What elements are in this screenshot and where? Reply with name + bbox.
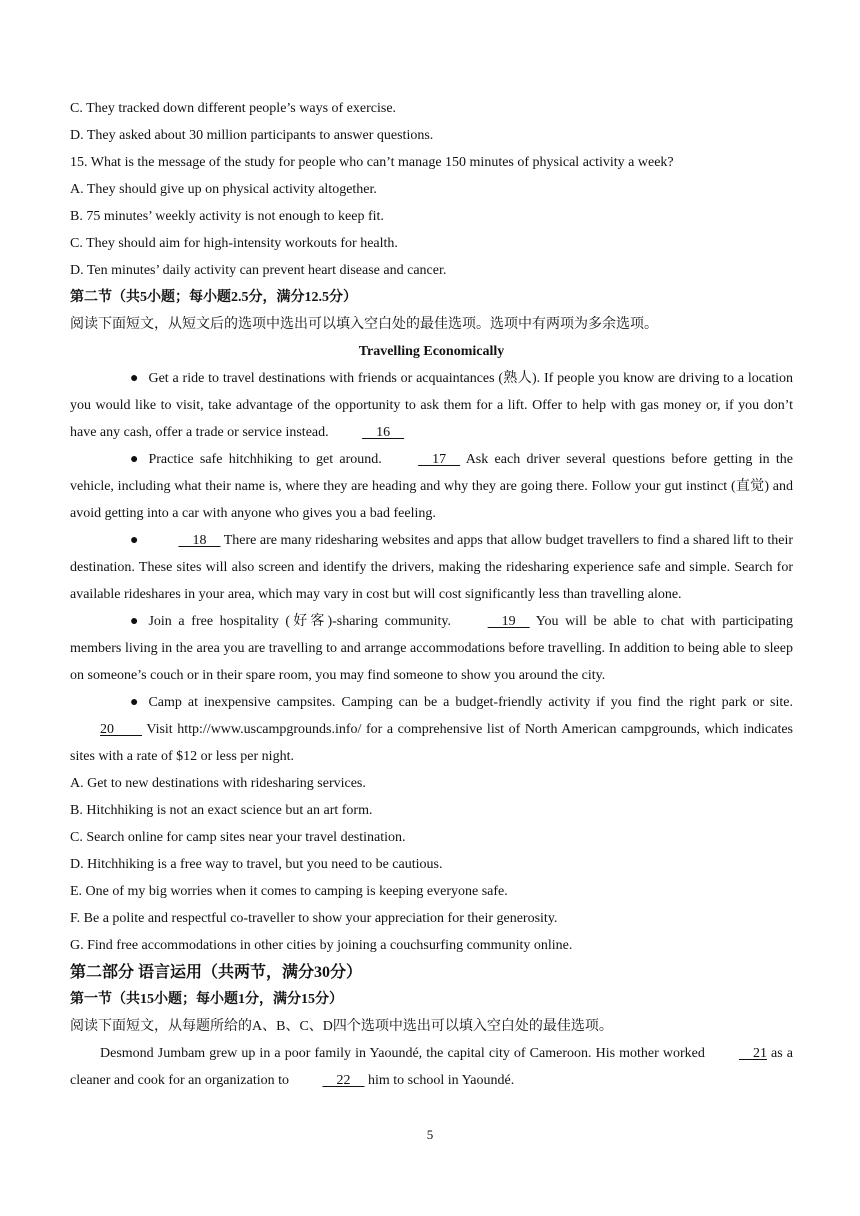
option-e: E. One of my big worries when it comes to camping is keeping everyone safe.	[70, 884, 508, 899]
blank-17[interactable]: 17	[418, 452, 461, 467]
q15-option-d: D. Ten minutes’ daily activity can prevent heart disease and cancer.	[70, 263, 447, 278]
paragraph-text: as a cleaner and cook for an organization to	[70, 1046, 794, 1088]
blank-19[interactable]: 19	[487, 614, 530, 629]
passage-paragraph-2	[70, 446, 793, 527]
paragraph-text: Visit http://www.uscampgrounds.info/ for a comprehensive list of North American campgrounds, which indicates sites with a rate of $12 or less per night.	[70, 722, 794, 764]
page-number: 5	[426, 1127, 434, 1142]
q15-option-b: B. 75 minutes’ weekly activity is not enough to keep fit.	[70, 209, 384, 224]
q15-question: 15. What is the message of the study for people who can’t manage 150 minutes of physical activity a week?	[70, 155, 674, 170]
option-a: A. Get to new destinations with ridesharing services.	[70, 776, 366, 791]
cloze-paragraph	[70, 1040, 793, 1094]
bullet-icon: ●	[130, 452, 139, 467]
paragraph-text: Get a ride to travel destinations with friends or acquaintances (熟人). If people you know are driving to a location you would like to visit, take advantage of the opportunity to ask them for a lift. Offer to help with gas money or, if you don’t have any cash, offer a trade or service instead.	[70, 371, 793, 440]
paragraph-text: Join a free hospitality (好客)-sharing community.	[148, 614, 451, 629]
paragraph-text: him to school in Yaoundé.	[367, 1073, 515, 1088]
option-g: G. Find free accommodations in other cities by joining a couchsurfing community online.	[70, 938, 573, 953]
blank-18[interactable]: 18	[178, 533, 221, 548]
paragraph-text: Desmond Jumbam grew up in a poor family in Yaoundé, the capital city of Cameroon. His mother worked	[100, 1046, 705, 1061]
blank-20[interactable]: 20	[100, 722, 142, 737]
q15-option-a: A. They should give up on physical activity altogether.	[70, 182, 377, 197]
paragraph-text: Practice safe hitchhiking to get around.	[148, 452, 382, 467]
paragraph-text: You will be able to chat with participating members living in the area you are travelling to and arrange accommodations before travelling. In addition to being able to sleep on someone’s couch or in their spare room, you may find someone to show you around the city.	[70, 614, 794, 683]
option-d: D. Hitchhiking is a free way to travel, but you need to be cautious.	[70, 857, 443, 872]
passage-title: Travelling Economically	[358, 344, 505, 359]
passage-paragraph-1	[70, 365, 793, 446]
part-2-instruction: 阅读下面短文，从每题所给的A、B、C、D四个选项中选出可以填入空白处的最佳选项。	[70, 1019, 613, 1034]
passage-paragraph-5	[70, 689, 793, 770]
part-2-section-1-heading: 第一节（共15小题；每小题1分，满分15分）	[70, 992, 343, 1007]
q14-option-c: C. They tracked down different people’s ways of exercise.	[70, 101, 397, 116]
q15-option-c: C. They should aim for high-intensity workouts for health.	[70, 236, 398, 251]
passage-paragraph-4	[70, 608, 793, 689]
bullet-icon: ●	[130, 614, 139, 629]
blank-16[interactable]: 16	[362, 425, 405, 440]
paragraph-text: There are many ridesharing websites and apps that allow budget travellers to find a shared lift to their destination. These sites will also screen and identify the drivers, making the ridesharing experience safe and simple. Search for available rideshares in your area, which may vary in cost but will cost significantly less than travelling alone.	[70, 533, 793, 602]
option-f: F. Be a polite and respectful co-traveller to show your appreciation for their generosity.	[70, 911, 558, 926]
part-2-heading: 第二部分 语言运用（共两节，满分30分）	[70, 964, 363, 981]
bullet-icon: ●	[130, 695, 139, 710]
option-b: B. Hitchhiking is not an exact science but an art form.	[70, 803, 373, 818]
q14-option-d: D. They asked about 30 million participants to answer questions.	[70, 128, 434, 143]
bullet-icon: ●	[130, 533, 139, 548]
section-2-instruction: 阅读下面短文，从短文后的选项中选出可以填入空白处的最佳选项。选项中有两项为多余选项。	[70, 317, 658, 332]
option-c: C. Search online for camp sites near your travel destination.	[70, 830, 406, 845]
blank-21[interactable]: 21	[738, 1046, 767, 1061]
bullet-icon: ●	[130, 371, 139, 386]
paragraph-text: Ask each driver several questions before getting in the vehicle, including what their name is, where they are heading and why they are going there. Follow your gut instinct (直觉) and avoid getting into a car with anyone who gives you a bad feeling.	[70, 452, 793, 521]
paragraph-text: Camp at inexpensive campsites. Camping can be a budget-friendly activity if you find the right park or site.	[148, 695, 793, 710]
passage-paragraph-3	[70, 527, 793, 608]
blank-22[interactable]: 22	[322, 1073, 365, 1088]
section-2-heading: 第二节（共5小题；每小题2.5分，满分12.5分）	[70, 290, 357, 305]
